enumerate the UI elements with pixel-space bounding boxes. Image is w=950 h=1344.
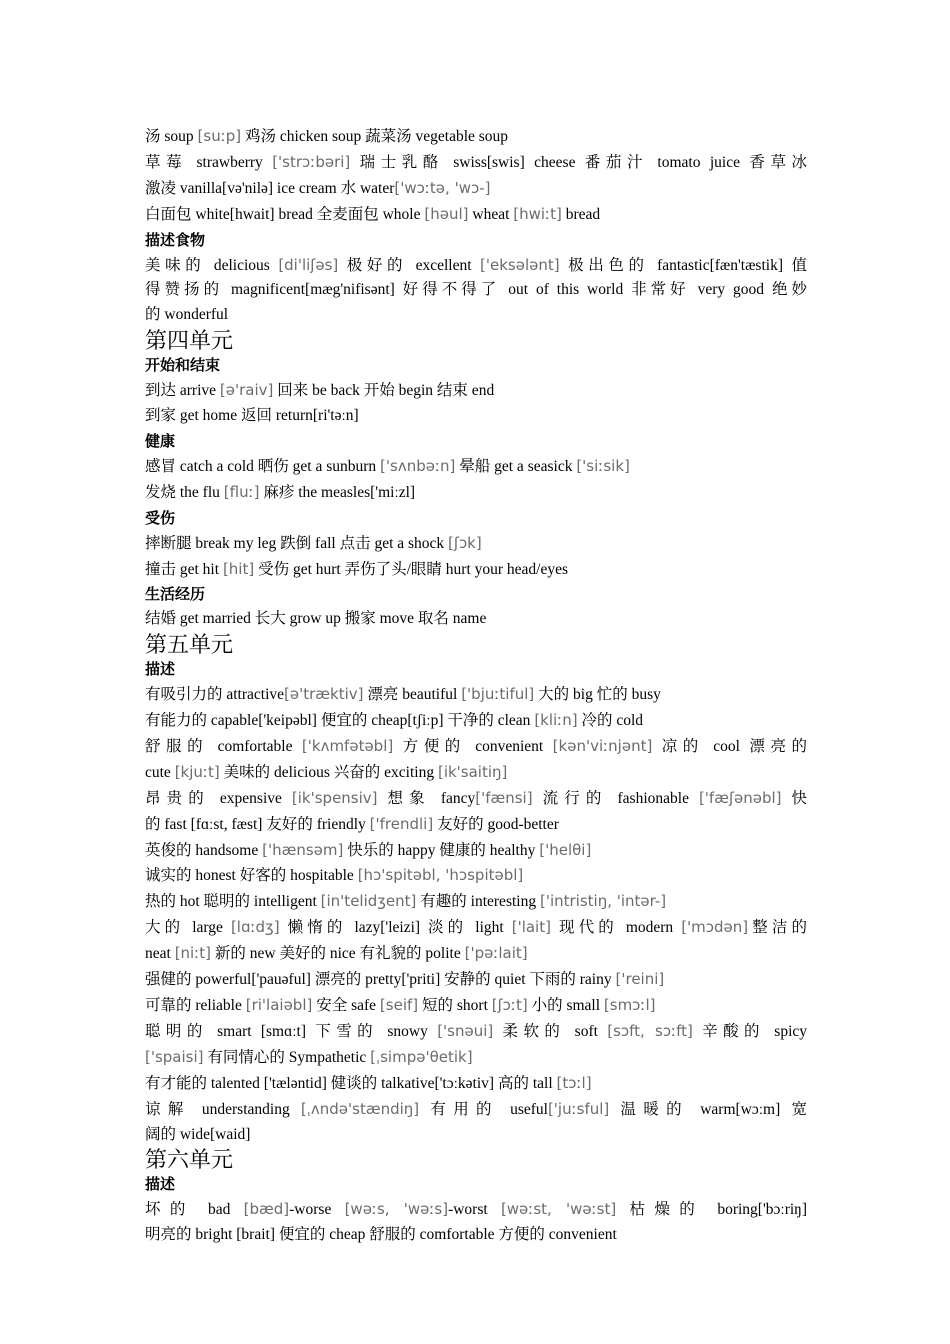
text-line (145, 708, 807, 734)
text-line (145, 1123, 807, 1148)
text-line (145, 760, 807, 786)
line-text: 的 wonderful (145, 306, 229, 324)
text-line (145, 993, 807, 1019)
line-text: 诚实的 honest 好客的 hospitable (145, 867, 358, 885)
line-text: 得赞扬的 magnificent[mæg'nifisənt] 好得不得了 out of this world 非常好 very good 绝妙 (145, 281, 807, 299)
line-text: 漂亮 beautiful (363, 686, 462, 704)
line-text: 撞击 get hit (145, 560, 223, 578)
text-line (145, 202, 807, 228)
document-page (145, 124, 807, 1248)
line-text: 强健的 powerful['pauəful] 漂亮的 pretty['priti] 安静的 quiet 下雨的 rainy (145, 971, 616, 989)
line-text: 凉的 cool 漂亮的 (652, 737, 807, 755)
line-text: 描述食物 (145, 230, 206, 249)
phonetic-text: [tɔːl] (556, 1073, 592, 1092)
phonetic-text: [smɔːl] (603, 996, 656, 1014)
phonetic-text: [ˌʌndə'stændiŋ] (300, 1099, 420, 1118)
phonetic-text: [ə'raiv] (219, 381, 274, 400)
phonetic-text: ['siːsik] (576, 456, 630, 475)
line-text: 坏的 bad (145, 1201, 244, 1219)
phonetic-text: [kjuːt] (174, 762, 220, 781)
line-text: 大的 big 忙的 busy (534, 686, 661, 704)
text-line (145, 734, 807, 760)
phonetic-text: ['mɔdən] (681, 918, 749, 937)
unit-title (145, 632, 807, 657)
text-line (145, 557, 807, 583)
phonetic-text: ['snəui] (437, 1021, 494, 1040)
phonetic-text: ['fæʃənəbl] (698, 788, 782, 807)
line-text: 大的 large (145, 919, 231, 937)
phonetic-text: ['reini] (615, 970, 665, 989)
phonetic-text: [ik'saitiŋ] (437, 762, 508, 781)
text-line (145, 941, 807, 967)
text-line (145, 967, 807, 993)
text-line (145, 454, 807, 480)
text-line (145, 863, 807, 889)
line-text: cute (145, 763, 175, 781)
line-text: 美味的 delicious (145, 256, 279, 274)
line-text: -worst (448, 1201, 501, 1219)
text-line (145, 786, 807, 812)
line-text: 受伤 (145, 508, 176, 527)
line-text: 鸡汤 chicken soup 蔬菜汤 vegetable soup (241, 128, 509, 145)
phonetic-text: ['spaisi] (145, 1047, 204, 1066)
line-text: 激凌 vanilla[və'nilə] ice cream 水 water (145, 179, 395, 197)
line-text: 感冒 catch a cold 晒伤 get a sunburn (145, 457, 381, 475)
phonetic-text: [həul] (424, 204, 469, 223)
text-line (145, 124, 807, 150)
line-text: 第六单元 (145, 1147, 234, 1173)
line-text: 开始和结束 (145, 356, 221, 375)
line-text: 可靠的 reliable (145, 997, 246, 1014)
text-line (145, 1045, 807, 1071)
phonetic-text: ['lait] (511, 918, 551, 937)
line-text: 第五单元 (145, 632, 234, 658)
line-text: 汤 soup (145, 128, 198, 145)
line-text: 热的 hot 聪明的 intelligent (145, 893, 321, 911)
line-text: 受伤 get hurt 弄伤了头/眼睛 hurt your head/eyes (254, 560, 569, 578)
text-line (145, 150, 807, 176)
section-heading (145, 353, 807, 378)
line-text: 结婚 get married 长大 grow up 搬家 move 取名 name (145, 610, 487, 628)
text-line (145, 176, 807, 202)
phonetic-text: [wəːst, 'wəːst] (500, 1200, 617, 1219)
section-heading (145, 429, 807, 454)
phonetic-text: ['frendli] (369, 814, 434, 833)
line-text: 小的 small (527, 997, 604, 1014)
text-line (145, 1097, 807, 1123)
text-line (145, 303, 807, 328)
phonetic-text: [in'telidʒent] (320, 892, 417, 911)
line-text: wheat (468, 205, 514, 223)
phonetic-text: ['fænsi] (475, 788, 533, 807)
line-text: 极出色的 fantastic[fæn'tæstik] 值 (559, 256, 807, 274)
text-line (145, 404, 807, 429)
line-text: 有才能的 talented ['tæləntid] 健谈的 talkative['tɔːkətiv] 高的 tall (145, 1074, 557, 1092)
phonetic-text: [ʃɔk] (448, 533, 482, 552)
line-text: 快 (781, 789, 807, 807)
text-line (145, 1019, 807, 1045)
text-line (145, 812, 807, 838)
line-text: 柔软的 soft (493, 1022, 608, 1040)
text-line (145, 480, 807, 506)
line-text: 懒惰的 lazy['leizi] 淡的 light (279, 919, 512, 937)
line-text: 摔断腿 break my leg 跌倒 fall 点击 get a shock (145, 534, 449, 552)
line-text: 白面包 white[hwait] bread 全麦面包 whole (145, 205, 425, 223)
phonetic-text: [lɑːdʒ] (230, 918, 280, 937)
section-heading (145, 657, 807, 682)
phonetic-text: [suːp] (197, 127, 242, 145)
line-text: 冷的 cold (577, 712, 644, 730)
phonetic-text: [ˌsimpə'θetik] (370, 1047, 473, 1066)
line-text: 舒服的 comfortable (145, 737, 302, 755)
phonetic-text: [ʃɔːt] (491, 996, 528, 1014)
line-text: 阔的 wide[waid] (145, 1125, 251, 1143)
line-text: 辛酸的 spicy (692, 1022, 807, 1040)
line-text: 麻疹 the measles['miːzl] (259, 483, 416, 501)
line-text: 有同情心的 Sympathetic (203, 1048, 371, 1066)
line-text: 聪明的 smart [smɑːt] 下雪的 snowy (145, 1022, 438, 1040)
line-text: 现代的 modern (550, 919, 682, 937)
text-line (145, 278, 807, 303)
phonetic-text: [ri'laiəbl] (245, 996, 313, 1014)
line-text: 英俊的 handsome (145, 841, 263, 859)
line-text: 到家 get home 返回 return[ri'təːn] (145, 407, 359, 425)
phonetic-text: [seif] (379, 996, 419, 1014)
phonetic-text: [kliːn] (534, 711, 578, 730)
phonetic-text: [niːt] (174, 944, 212, 963)
text-line (145, 378, 807, 404)
line-text: 谅解 understanding (145, 1100, 301, 1118)
section-heading (145, 506, 807, 531)
text-line (145, 838, 807, 864)
line-text: 友好的 good-better (433, 815, 559, 833)
phonetic-text: ['strɔːbəri] (272, 152, 351, 171)
line-text: 方便的 convenient (393, 737, 553, 755)
line-text: 温暖的 warm[wɔːm] 宽 (609, 1100, 807, 1118)
line-text: 描述 (145, 660, 176, 679)
line-text: 整洁的 (748, 919, 807, 937)
line-text: 新的 new 美好的 nice 有礼貌的 polite (211, 945, 465, 963)
text-line (145, 253, 807, 279)
line-text: 美味的 delicious 兴奋的 exciting (219, 763, 438, 781)
phonetic-text: ['sʌnbəːn] (380, 456, 456, 475)
phonetic-text: ['eksələnt] (480, 255, 560, 274)
phonetic-text: [hwiːt] (513, 204, 562, 223)
line-text: 有用的 useful (419, 1100, 548, 1118)
line-text: -worse (289, 1201, 345, 1219)
unit-title (145, 328, 807, 353)
phonetic-text: [fluː] (223, 482, 260, 501)
line-text: 草莓 strawberry (145, 153, 273, 171)
phonetic-text: [hit] (222, 559, 255, 578)
line-text: 的 fast [fɑːst, fæst] 友好的 friendly (145, 815, 370, 833)
line-text: 生活经历 (145, 585, 206, 604)
text-line (145, 682, 807, 708)
line-text: 回来 be back 开始 begin 结束 end (273, 382, 495, 400)
phonetic-text: [ik'spensiv] (291, 788, 378, 807)
text-line (145, 915, 807, 941)
line-text: 想象 fancy (377, 789, 476, 807)
text-line (145, 607, 807, 632)
line-text: 描述 (145, 1175, 176, 1194)
unit-title (145, 1147, 807, 1172)
line-text: 有能力的 capable['keipəbl] 便宜的 cheap[tʃiːp] 干净的 clean (145, 712, 535, 730)
phonetic-text: [wəːs, 'wəːs] (344, 1200, 449, 1219)
text-line (145, 1071, 807, 1097)
section-heading (145, 582, 807, 607)
phonetic-text: [bæd] (243, 1200, 290, 1219)
phonetic-text: ['bjuːtiful] (461, 685, 535, 704)
section-heading (145, 228, 807, 253)
line-text: 安全 safe (312, 997, 380, 1014)
phonetic-text: ['kʌmfətəbl] (301, 736, 394, 755)
phonetic-text: ['intristiŋ, 'intər-] (539, 892, 667, 911)
phonetic-text: ['juːsful] (547, 1099, 610, 1118)
line-text: 流行的 fashionable (532, 789, 699, 807)
line-text: 发烧 the flu (145, 483, 224, 501)
line-text: 短的 short (418, 997, 492, 1014)
line-text: 明亮的 bright [brait] 便宜的 cheap 舒服的 comfortable 方便的 convenient (145, 1226, 617, 1244)
phonetic-text: ['helθi] (539, 840, 592, 859)
phonetic-text: [hɔ'spitəbl, 'hɔspitəbl] (357, 866, 524, 885)
phonetic-text: [ə'træktiv] (284, 685, 364, 704)
phonetic-text: ['pəːlait] (464, 944, 528, 963)
text-line (145, 531, 807, 557)
phonetic-text: ['hænsəm] (262, 840, 344, 859)
phonetic-text: [di'liʃəs] (278, 255, 339, 274)
text-line (145, 1197, 807, 1223)
section-heading (145, 1172, 807, 1197)
line-text: 快乐的 happy 健康的 healthy (343, 841, 540, 859)
line-text: 枯燥的 boring['bɔːriŋ] (616, 1201, 807, 1219)
line-text: bread (561, 205, 601, 223)
line-text: 有趣的 interesting (416, 893, 540, 911)
line-text: neat (145, 945, 175, 963)
phonetic-text: [kən'viːnjənt] (552, 736, 653, 755)
line-text: 晕船 get a seasick (455, 457, 577, 475)
phonetic-text: [sɔft, sɔːft] (607, 1021, 693, 1040)
line-text: 有吸引力的 attractive (145, 686, 285, 704)
line-text: 瑞士乳酪 swiss[swis] cheese 番茄汁 tomato juice 香草冰 (350, 153, 807, 171)
text-line (145, 889, 807, 915)
text-line (145, 1223, 807, 1248)
line-text: 昂贵的 expensive (145, 789, 292, 807)
line-text: 极好的 excellent (338, 256, 481, 274)
line-text: 到达 arrive (145, 382, 220, 400)
line-text: 健康 (145, 431, 176, 450)
phonetic-text: ['wɔːtə, 'wɔ-] (394, 178, 491, 197)
line-text: 第四单元 (145, 328, 234, 354)
